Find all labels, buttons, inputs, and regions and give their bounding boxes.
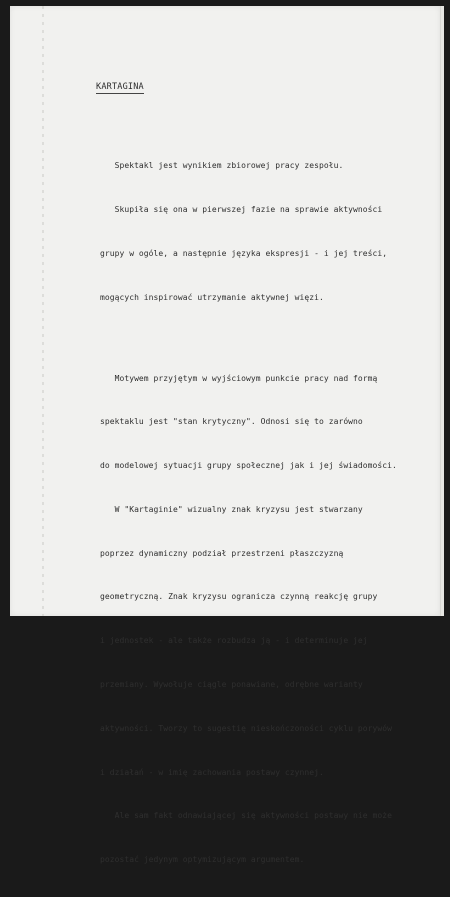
text-line: spektaklu jest "stan krytyczny". Odnosi się to zarówno bbox=[100, 417, 363, 427]
text-line: pozostać jedynym optymizującym argumentem. bbox=[100, 855, 305, 865]
text-line: i działań - w imię zachowania postawy czynnej. bbox=[100, 767, 324, 777]
text-line: geometryczną. Znak kryzysu ogranicza czynną reakcję grupy bbox=[100, 592, 378, 602]
text-line: do modelowej sytuacji grupy społecznej jak i jej świadomości. bbox=[100, 461, 397, 471]
document-title: KARTAGINA bbox=[96, 82, 144, 92]
document-page bbox=[10, 6, 440, 865]
text-line: aktywności. Tworzy to sugestię nieskończoności cyklu porywów bbox=[100, 723, 392, 733]
text-line: W "Kartaginie" wizualny znak kryzysu jest stwarzany bbox=[100, 504, 363, 514]
text-line: przemiany. Wywołuje ciągle ponawiane, odrębne warianty bbox=[100, 679, 363, 689]
margin-guide bbox=[42, 6, 44, 616]
document-body bbox=[100, 130, 430, 897]
paragraph-gap bbox=[100, 334, 430, 342]
text-line: mogących inspirować utrzymanie aktywnej więzi. bbox=[100, 292, 324, 302]
text-line: i jednostek - ale także rozbudza ją - i determinuje jej bbox=[100, 636, 368, 646]
text-line: Skupiła się ona w pierwszej fazie na sprawie aktywności bbox=[100, 204, 383, 214]
text-line: poprzez dynamiczny podział przestrzeni płaszczyzną bbox=[100, 548, 344, 558]
text-line: Motywem przyjętym w wyjściowym punkcie pracy nad formą bbox=[100, 373, 378, 383]
text-line: Ale sam fakt odnawiającej się aktywności postawy nie może bbox=[100, 811, 392, 821]
text-line: Spektakl jest wynikiem zbiorowej pracy zespołu. bbox=[100, 161, 344, 171]
text-line: grupy w ogóle, a następnie języka ekspresji - i jej treści, bbox=[100, 248, 388, 258]
page-edge bbox=[440, 6, 444, 616]
